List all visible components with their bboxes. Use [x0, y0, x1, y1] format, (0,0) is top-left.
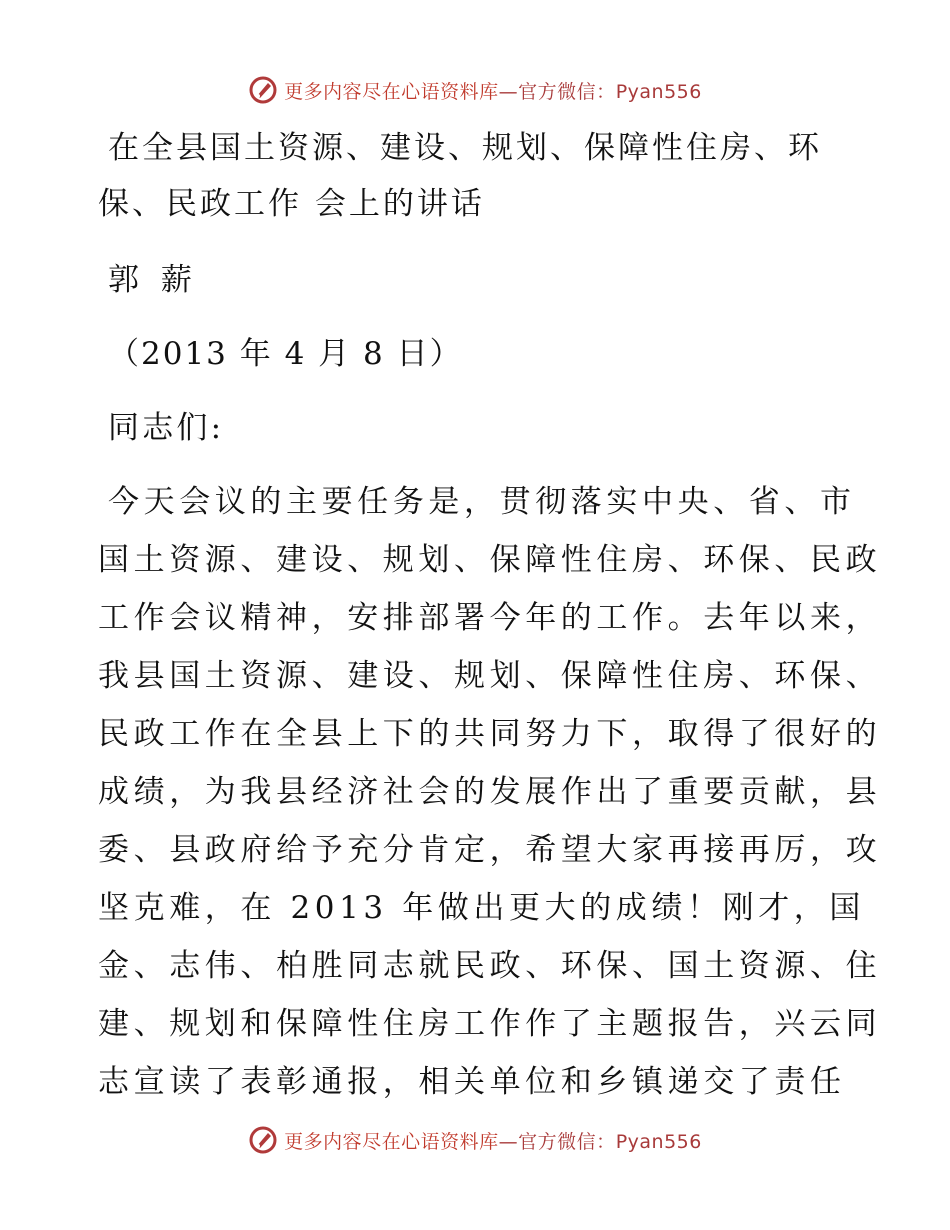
banner-text	[284, 77, 702, 104]
body-line: 金、志伟、柏胜同志就民政、环保、国土资源、住	[98, 948, 882, 984]
body-line: 国土资源、建设、规划、保障性住房、环保、民政	[98, 542, 882, 578]
pen-circle-logo-icon	[248, 1125, 278, 1155]
banner-wechat-id: Pyan556	[615, 80, 702, 103]
body-line: 坚克难，在 2013 年做出更大的成绩！刚才，国	[98, 890, 865, 926]
banner-dash: —	[498, 80, 519, 103]
document-title-line-2: 保、民政工作 会上的讲话	[98, 186, 485, 222]
document-title-line-1: 在全县国土资源、建设、规划、保障性住房、环	[108, 130, 822, 166]
body-line: 今天会议的主要任务是，贯彻落实中央、省、市	[108, 484, 856, 520]
body-line: 我县国土资源、建设、规划、保障性住房、环保、	[98, 658, 882, 694]
banner-wechat-id: Pyan556	[615, 1130, 702, 1153]
document-author: 郭 薪	[108, 262, 198, 298]
banner-text	[284, 1127, 702, 1154]
banner-site-text: 更多内容尽在心语资料库	[284, 1130, 499, 1153]
header-banner	[0, 70, 950, 110]
body-line: 民政工作在全县上下的共同努力下，取得了很好的	[98, 716, 882, 752]
banner-official-text: 官方微信：	[518, 1130, 616, 1153]
body-line: 建、规划和保障性住房工作作了主题报告，兴云同	[98, 1006, 882, 1042]
body-line: 成绩，为我县经济社会的发展作出了重要贡献，县	[98, 774, 882, 810]
banner-official-text: 官方微信：	[518, 80, 616, 103]
document-date: （2013 年 4 月 8 日）	[108, 336, 463, 372]
banner-dash: —	[498, 1130, 519, 1153]
body-line: 委、县政府给予充分肯定，希望大家再接再厉，攻	[98, 832, 882, 868]
body-line: 志宣读了表彰通报，相关单位和乡镇递交了责任	[98, 1064, 846, 1100]
document-salutation: 同志们:	[108, 410, 225, 446]
banner-site-text: 更多内容尽在心语资料库	[284, 80, 499, 103]
body-line: 工作会议精神，安排部署今年的工作。去年以来，	[98, 600, 882, 636]
pen-circle-logo-icon	[248, 75, 278, 105]
footer-banner	[0, 1120, 950, 1160]
